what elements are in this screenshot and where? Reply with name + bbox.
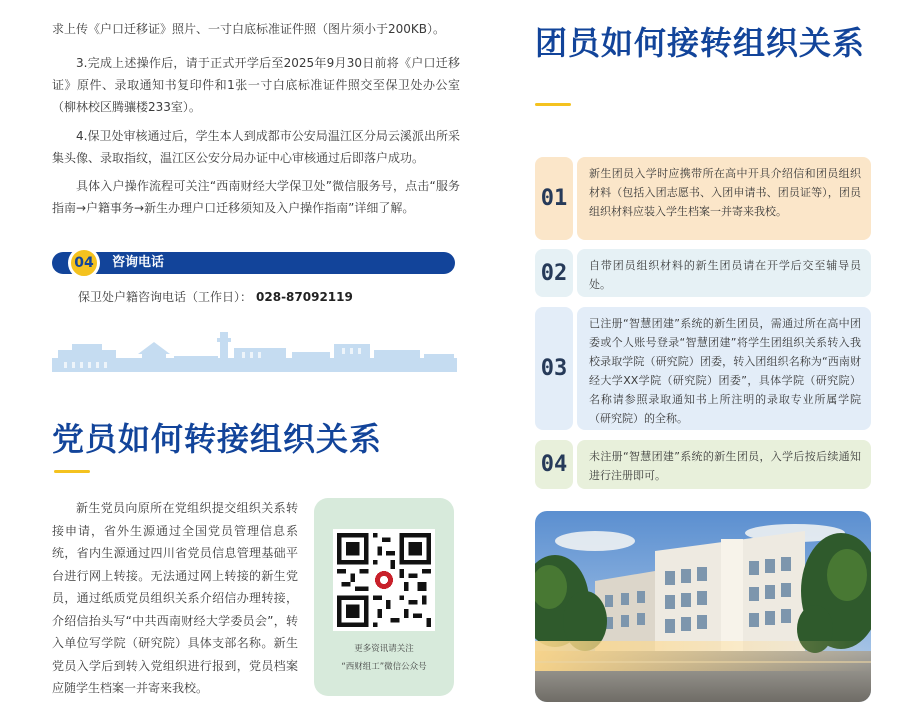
step-number: 02 — [535, 249, 573, 297]
step-text: 自带团员组织材料的新生团员请在开学后交至辅导员处。 — [577, 249, 871, 297]
step-text: 已注册“智慧团建”系统的新生团员，需通过所在高中团委或个人账号登录“智慧团建”将学生团组织关系转入我校录取学院（研究院）团委，转入团组织名称为“西南财经大学XX学院（研究院）团委”，具体学院（研究院）名称请参照录取通知书上所注明的录取专业所属学院（研究院）的全称。 — [577, 307, 871, 430]
qr-caption-line-2: “西财组工”微信公众号 — [341, 662, 427, 672]
contact-phone-number: 028-87092119 — [256, 290, 353, 304]
step-number: 01 — [535, 157, 573, 240]
title-accent-line — [535, 103, 571, 106]
qr-card — [314, 498, 454, 696]
party-section-title: 党员如何转接组织关系 — [52, 420, 383, 458]
right-page — [515, 0, 920, 722]
campus-building-photo — [535, 511, 871, 702]
paragraph-upload-note: 求上传《户口迁移证》照片、一寸白底标准证件照（图片须小于200KB）。 — [52, 22, 446, 36]
step-text: 新生团员入学时应携带所在高中开具介绍信和团员组织材料（包括入团志愿书、入团申请书、团员证等），团员组织材料应装入学生档案一并寄来我校。 — [577, 157, 871, 240]
contact-section-header — [52, 252, 455, 274]
title-accent-line — [54, 470, 90, 473]
campus-skyline-icon — [52, 328, 457, 378]
step-number: 03 — [535, 307, 573, 430]
qr-caption-line-1: 更多资讯请关注 — [354, 644, 414, 654]
paragraph-guide: 具体入户操作流程可关注“西南财经大学保卫处”微信服务号，点击“服务指南→户籍事务→新生办理户口迁移须知及入户操作指南”详细了解。 — [52, 179, 460, 215]
step-number: 04 — [535, 440, 573, 489]
contact-phone-label: 保卫处户籍咨询电话（工作日）： — [78, 290, 253, 304]
party-section-text: 新生党员向原所在党组织提交组织关系转接申请，省外生源通过全国党员管理信息系统，省内生源通过四川省党员信息管理基础平台进行网上转接。无法通过网上转接的新生党员，通过纸质党员组织关系介绍信办理转接，介绍信抬头写“中共西南财经大学委员会”，转入单位写学院（研究院）具体支部名称。新生党员入学后到转入党组织进行报到，党员档案应随学生档案一并寄来我校。 — [52, 501, 298, 695]
qr-code-icon[interactable] — [333, 529, 435, 631]
youth-section-title: 团员如何接转组织关系 — [535, 24, 866, 62]
paragraph-step-4: 4.保卫处审核通过后，学生本人到成都市公安局温江区分局云溪派出所采集头像、录取指纹，温江区公安分局办证中心审核通过后即落户成功。 — [52, 129, 460, 165]
contact-section-number: 04 — [68, 247, 100, 279]
contact-phone-line — [78, 288, 353, 305]
contact-section-title: 咨询电话 — [112, 255, 165, 270]
step-text: 未注册“智慧团建”系统的新生团员，入学后按后续通知进行注册即可。 — [577, 440, 871, 489]
paragraph-step-3: 3.完成上述操作后，请于正式开学后至2025年9月30日前将《户口迁移证》原件、录取通知书复印件和1张一寸白底标准证件照交至保卫处办公室（柳林校区腾骧楼233室）。 — [52, 56, 460, 114]
